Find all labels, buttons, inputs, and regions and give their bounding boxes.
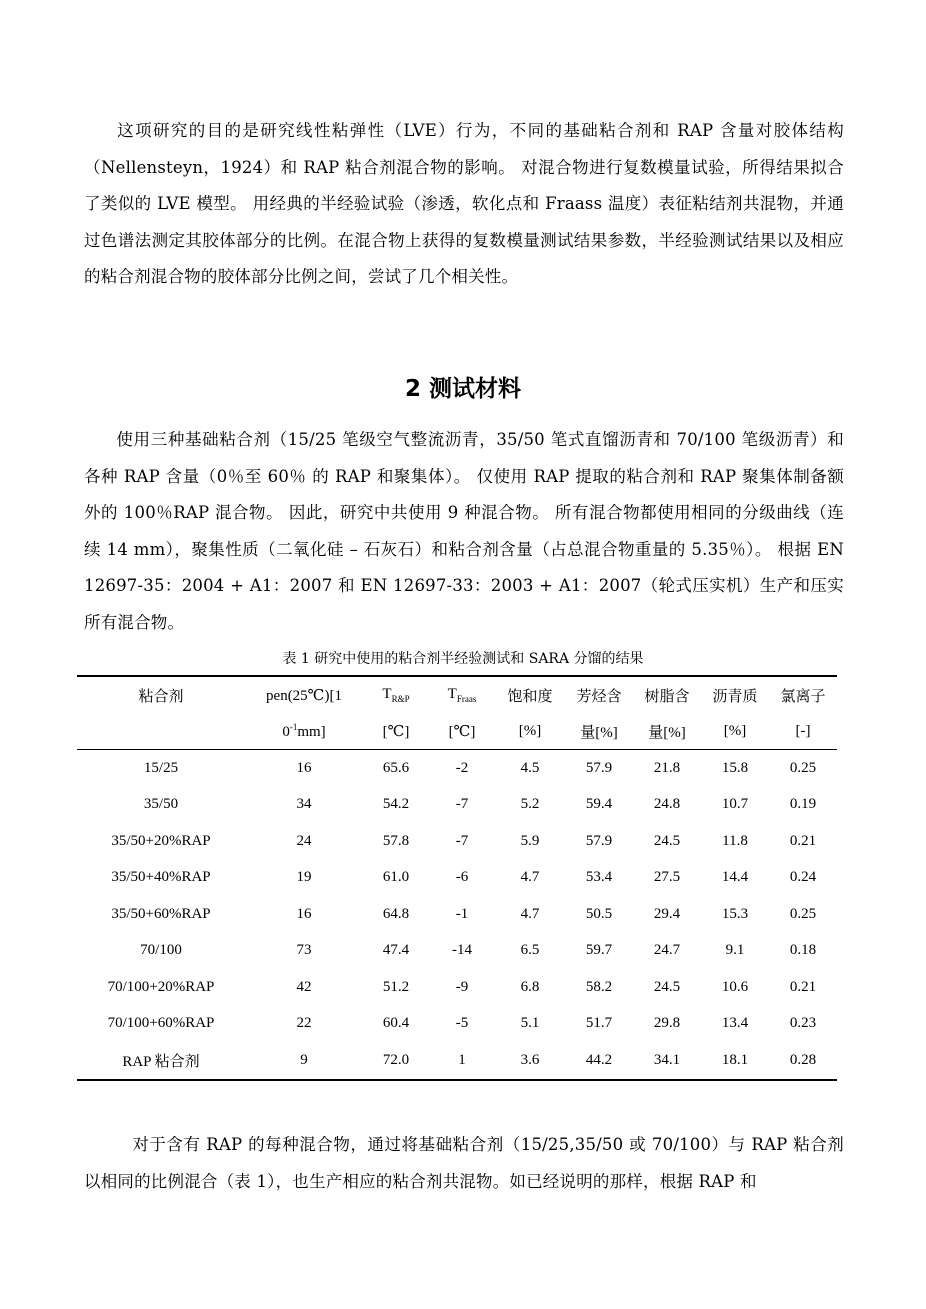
table-cell: 70/100 bbox=[140, 942, 182, 959]
table-cell: 29.8 bbox=[653, 1015, 681, 1032]
section-heading: 2 测试材料 bbox=[404, 376, 521, 402]
table-cell: 57.9 bbox=[585, 759, 613, 776]
table-cell: -7 bbox=[455, 832, 469, 849]
intro-paragraph-text: 这项研究的目的是研究线性粘弹性（LVE）行为，不同的基础粘合剂和 RAP 含量对胶体结构（Nellensteyn，1924）和 RAP 粘合剂混合物的影响。 对混合物进行复数模量试验，所得结果拟合了类似的 LVE 模型。 用经典的半经验试验（渗透，软化点和 Fraass 温度）表征粘结剂共混物，并通过色谱法测定其胶体部分的比例。在混合物上获得的复数模量测试结果参数，半经验测试结果以及相应的粘合剂混合物的胶体部分比例之间，尝试了几个相关性。 bbox=[84, 121, 844, 286]
header-t-rb-subscript: R&P bbox=[391, 694, 410, 704]
header-binder: 粘合剂 bbox=[77, 676, 245, 713]
table-cell: 51.2 bbox=[382, 978, 410, 995]
table-cell: 54.2 bbox=[382, 796, 410, 813]
table-cell: 24 bbox=[296, 832, 312, 849]
table-cell: 70/100+20%RAP bbox=[107, 978, 215, 995]
table-cell: -6 bbox=[455, 869, 469, 886]
table-cell: RAP 粘合剂 bbox=[77, 1042, 245, 1080]
table-row bbox=[77, 969, 837, 1006]
table-cell: 5.1 bbox=[520, 1015, 540, 1032]
table-cell: 0.21 bbox=[789, 978, 817, 995]
table-cell: 24.5 bbox=[653, 978, 681, 995]
table-row bbox=[77, 1042, 837, 1080]
table-cell: 44.2 bbox=[565, 1042, 633, 1080]
table-cell: 1 bbox=[429, 1042, 495, 1080]
table-cell: 58.2 bbox=[585, 978, 613, 995]
table-cell: 51.7 bbox=[585, 1015, 613, 1032]
table-cell: 0.25 bbox=[789, 759, 817, 776]
table-cell: 22 bbox=[296, 1015, 312, 1032]
table-cell: 59.7 bbox=[585, 942, 613, 959]
header-pen: pen(25℃)[1 bbox=[245, 676, 363, 713]
table-cell: -9 bbox=[455, 978, 469, 995]
table-cell: 21.8 bbox=[653, 759, 681, 776]
table-cell: -14 bbox=[452, 942, 472, 959]
table-cell: 60.4 bbox=[382, 1015, 410, 1032]
table-cell: -7 bbox=[455, 796, 469, 813]
table-cell: 9 bbox=[245, 1042, 363, 1080]
table-cell: 34.1 bbox=[633, 1042, 701, 1080]
header-t-rb bbox=[363, 676, 429, 713]
table-cell: 10.7 bbox=[721, 796, 749, 813]
table-row bbox=[77, 750, 837, 787]
table-cell: 5.9 bbox=[520, 832, 540, 849]
intro-paragraph bbox=[84, 113, 844, 296]
unit-pen-sup: -1 bbox=[289, 721, 298, 732]
header-t-fraass-letter: T bbox=[447, 686, 457, 702]
materials-paragraph-text: 使用三种基础粘合剂（15/25 笔级空气整流沥青，35/50 笔式直馏沥青和 70/100 笔级沥青）和各种 RAP 含量（0％至 60％ 的 RAP 和聚集体）。 仅使用 RAP 提取的粘合剂和 RAP 聚集体制备额外的 100％RAP 混合物。 因此，研究中共使用 9 种混合物。 所有混合物都使用相同的分级曲线（连续 14 mm），聚集性质（二氧化硅 – 石灰石）和粘合剂含量（占总混合物重量的 5.35％）。 根据 EN 12697-35：2004 + A1：2007 和 EN 12697-33：2003 + A1：2007（轮式压实机）生产和压实所有混合物。 bbox=[84, 430, 844, 632]
table-cell: 64.8 bbox=[382, 905, 410, 922]
table-cell: 0.23 bbox=[789, 1015, 817, 1032]
unit-resins: 量[%] bbox=[633, 713, 701, 750]
table-cell: 0.21 bbox=[789, 832, 817, 849]
table-cell: 15.3 bbox=[721, 905, 749, 922]
table-cell: 34 bbox=[296, 796, 312, 813]
unit-binder bbox=[77, 713, 245, 750]
table-cell: 15/25 bbox=[143, 759, 179, 776]
table-cell: -1 bbox=[455, 905, 469, 922]
unit-t-fraass: [℃] bbox=[429, 713, 495, 750]
table-cell: 73 bbox=[296, 942, 312, 959]
unit-pen-b: mm] bbox=[297, 723, 326, 740]
table-cell: 14.4 bbox=[721, 869, 749, 886]
header-asphaltenes: 沥青质 bbox=[701, 676, 769, 713]
table-row bbox=[77, 860, 837, 897]
table-cell: 0.18 bbox=[789, 942, 817, 959]
header-aromatics: 芳烃含 bbox=[565, 676, 633, 713]
table-cell: 10.6 bbox=[721, 978, 749, 995]
unit-pen-a: 0 bbox=[282, 723, 290, 740]
table-cell: 6.8 bbox=[520, 978, 540, 995]
table-header-units-row bbox=[77, 713, 837, 750]
table-cell: 13.4 bbox=[721, 1015, 749, 1032]
table-row bbox=[77, 787, 837, 824]
table-cell: 3.6 bbox=[495, 1042, 565, 1080]
table-row bbox=[77, 933, 837, 970]
unit-asphaltenes: [%] bbox=[701, 713, 769, 750]
unit-ci: [-] bbox=[769, 713, 837, 750]
table-cell: 29.4 bbox=[653, 905, 681, 922]
header-saturates: 饱和度 bbox=[495, 676, 565, 713]
table-cell: 19 bbox=[296, 869, 312, 886]
table-cell: 35/50+20%RAP bbox=[111, 832, 211, 849]
table-cell: 53.4 bbox=[585, 869, 613, 886]
table-cell: 0.24 bbox=[789, 869, 817, 886]
table-cell: 42 bbox=[296, 978, 312, 995]
table-cell: 24.5 bbox=[653, 832, 681, 849]
table-caption: 表 1 研究中使用的粘合剂半经验测试和 SARA 分馏的结果 bbox=[282, 651, 644, 667]
blend-paragraph-text: 对于含有 RAP 的每种混合物，通过将基础粘合剂（15/25,35/50 或 70/100）与 RAP 粘合剂以相同的比例混合（表 1），也生产相应的粘合剂共混物。如已经说明的那样，根据 RAP 和 bbox=[84, 1135, 844, 1191]
header-t-fraass bbox=[429, 676, 495, 713]
blend-paragraph bbox=[84, 1127, 844, 1200]
table-cell: 11.8 bbox=[722, 832, 748, 849]
unit-saturates: [%] bbox=[495, 713, 565, 750]
table-cell: 9.1 bbox=[725, 942, 745, 959]
table-body bbox=[77, 750, 837, 1080]
table-cell: 27.5 bbox=[653, 869, 681, 886]
header-t-fraass-subscript: Fraas bbox=[456, 694, 477, 704]
table-row bbox=[77, 823, 837, 860]
unit-t-rb: [℃] bbox=[363, 713, 429, 750]
table-cell: 65.6 bbox=[382, 759, 410, 776]
table-cell: 47.4 bbox=[382, 942, 410, 959]
unit-pen bbox=[245, 713, 363, 750]
table-cell: 0.19 bbox=[789, 796, 817, 813]
table-cell: -2 bbox=[455, 759, 469, 776]
table-cell: 57.9 bbox=[585, 832, 613, 849]
table-cell: 24.7 bbox=[653, 942, 681, 959]
table-cell: 4.5 bbox=[520, 759, 540, 776]
table-cell: 50.5 bbox=[585, 905, 613, 922]
table-cell: 6.5 bbox=[520, 942, 540, 959]
table-cell: 15.8 bbox=[721, 759, 749, 776]
table-cell: 5.2 bbox=[520, 796, 540, 813]
table-cell: 35/50+40%RAP bbox=[111, 869, 211, 886]
table-cell: 35/50 bbox=[143, 796, 179, 813]
header-ci: 氯离子 bbox=[769, 676, 837, 713]
table-cell: -5 bbox=[455, 1015, 469, 1032]
table-cell: 0.25 bbox=[789, 905, 817, 922]
table-row bbox=[77, 896, 837, 933]
table-cell: 70/100+60%RAP bbox=[107, 1015, 215, 1032]
table-cell: 16 bbox=[296, 905, 312, 922]
table-cell: 24.8 bbox=[653, 796, 681, 813]
materials-paragraph bbox=[84, 422, 844, 641]
table-cell: 57.8 bbox=[382, 832, 410, 849]
header-resins: 树脂含 bbox=[633, 676, 701, 713]
table-cell: 16 bbox=[296, 759, 312, 776]
binder-results-table bbox=[77, 675, 837, 1081]
table-cell: 72.0 bbox=[363, 1042, 429, 1080]
table-cell: 59.4 bbox=[585, 796, 613, 813]
header-t-rb-letter: T bbox=[382, 686, 392, 702]
table-cell: 61.0 bbox=[382, 869, 410, 886]
table-header-row bbox=[77, 676, 837, 713]
table-cell: 35/50+60%RAP bbox=[111, 905, 211, 922]
table-cell: 0.28 bbox=[769, 1042, 837, 1080]
table-row bbox=[77, 1006, 837, 1043]
table-cell: 4.7 bbox=[520, 869, 540, 886]
table-cell: 4.7 bbox=[520, 905, 540, 922]
unit-aromatics: 量[%] bbox=[565, 713, 633, 750]
table-cell: 18.1 bbox=[701, 1042, 769, 1080]
